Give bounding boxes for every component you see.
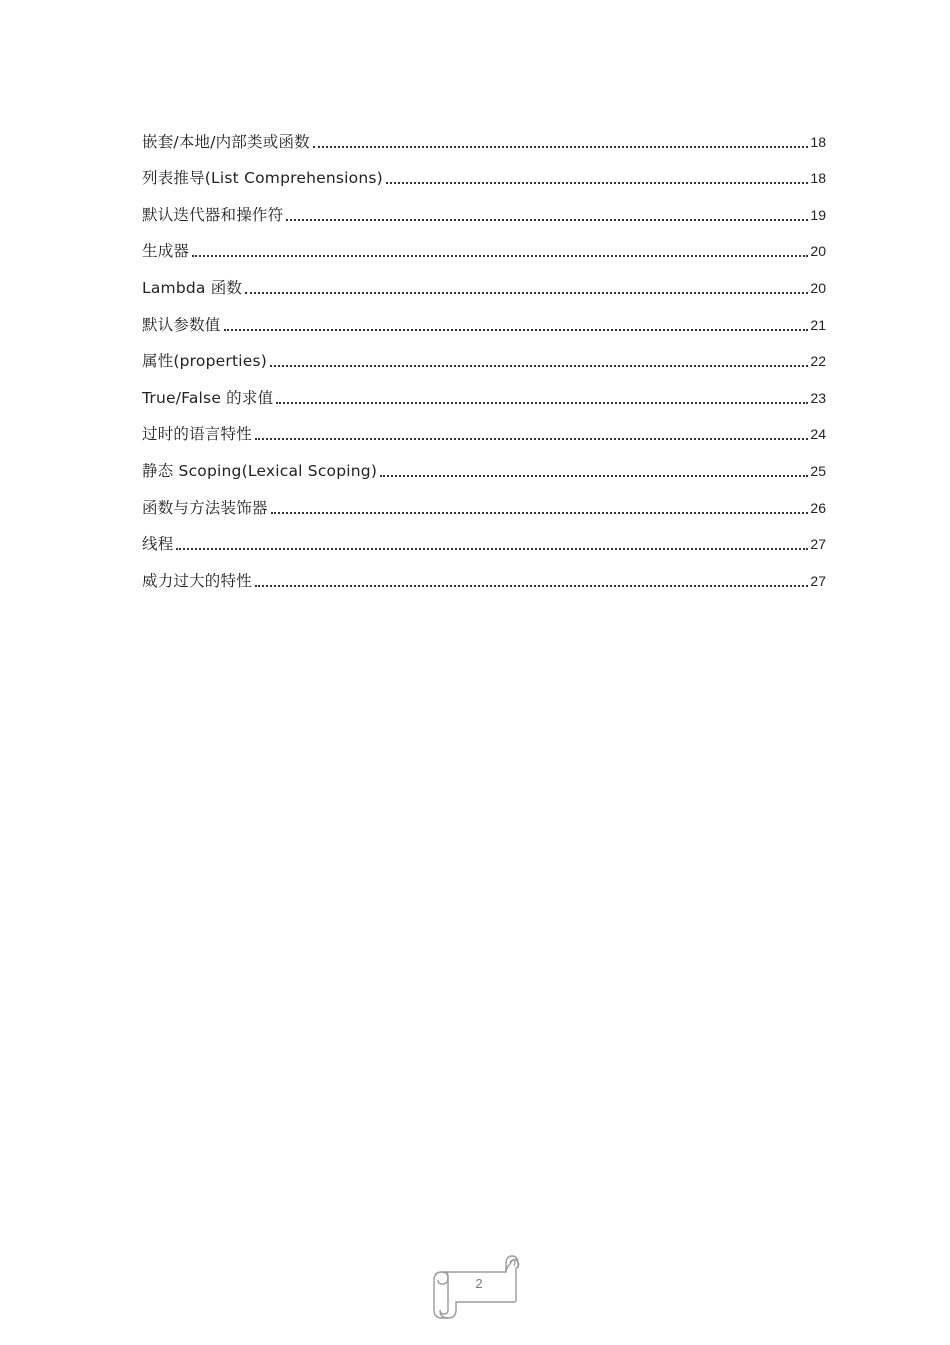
toc-entry-page: 27 [810, 536, 826, 553]
table-of-contents [142, 117, 826, 593]
toc-entry-title: 默认迭代器和操作符 [142, 205, 284, 224]
toc-entry-title: 静态 Scoping(Lexical Scoping) [142, 461, 378, 480]
toc-entry-page: 21 [810, 316, 826, 333]
toc-entry-page: 18 [810, 170, 826, 187]
toc-entry[interactable] [142, 154, 826, 191]
toc-entry[interactable] [142, 520, 826, 557]
toc-entry-page: 20 [810, 279, 826, 296]
toc-entry[interactable] [142, 556, 826, 593]
toc-entry[interactable] [142, 117, 826, 154]
toc-dot-leader [255, 438, 809, 440]
toc-dot-leader [270, 365, 808, 367]
toc-entry[interactable] [142, 190, 826, 227]
toc-dot-leader [271, 512, 809, 514]
page-number: 2 [475, 1276, 483, 1291]
toc-entry-title: 线程 [142, 535, 174, 554]
toc-entry-title: Lambda 函数 [142, 278, 243, 297]
toc-dot-leader [286, 219, 808, 221]
toc-entry-title: 威力过大的特性 [142, 571, 252, 590]
toc-entry[interactable] [142, 300, 826, 337]
toc-dot-leader [192, 255, 808, 257]
toc-entry-page: 19 [810, 206, 826, 223]
toc-entry-title: 嵌套/本地/内部类或函数 [142, 132, 310, 151]
toc-dot-leader [380, 475, 808, 477]
toc-entry[interactable] [142, 227, 826, 264]
toc-entry-title: 列表推导(List Comprehensions) [142, 169, 383, 188]
toc-entry[interactable] [142, 373, 826, 410]
toc-dot-leader [176, 548, 808, 550]
toc-entry-page: 27 [810, 572, 826, 589]
toc-entry-title: 属性(properties) [142, 352, 267, 371]
toc-dot-leader [245, 292, 808, 294]
toc-entry-page: 26 [810, 499, 826, 516]
toc-entry[interactable] [142, 410, 826, 447]
toc-dot-leader [276, 402, 808, 404]
toc-entry[interactable] [142, 446, 826, 483]
toc-entry-page: 22 [810, 353, 826, 370]
toc-entry-title: True/False 的求值 [142, 388, 274, 407]
toc-dot-leader [255, 585, 809, 587]
toc-entry-title: 生成器 [142, 242, 190, 261]
toc-dot-leader [313, 146, 809, 148]
toc-entry-title: 过时的语言特性 [142, 425, 252, 444]
toc-entry[interactable] [142, 337, 826, 374]
toc-dot-leader [386, 182, 809, 184]
toc-entry-page: 25 [810, 462, 826, 479]
toc-entry[interactable] [142, 263, 826, 300]
toc-entry-title: 默认参数值 [142, 315, 221, 334]
toc-entry-page: 18 [810, 133, 826, 150]
toc-entry-page: 20 [810, 243, 826, 260]
toc-entry-page: 23 [810, 389, 826, 406]
toc-entry[interactable] [142, 483, 826, 520]
toc-entry-page: 24 [810, 426, 826, 443]
toc-entry-title: 函数与方法装饰器 [142, 498, 268, 517]
toc-dot-leader [224, 329, 809, 331]
